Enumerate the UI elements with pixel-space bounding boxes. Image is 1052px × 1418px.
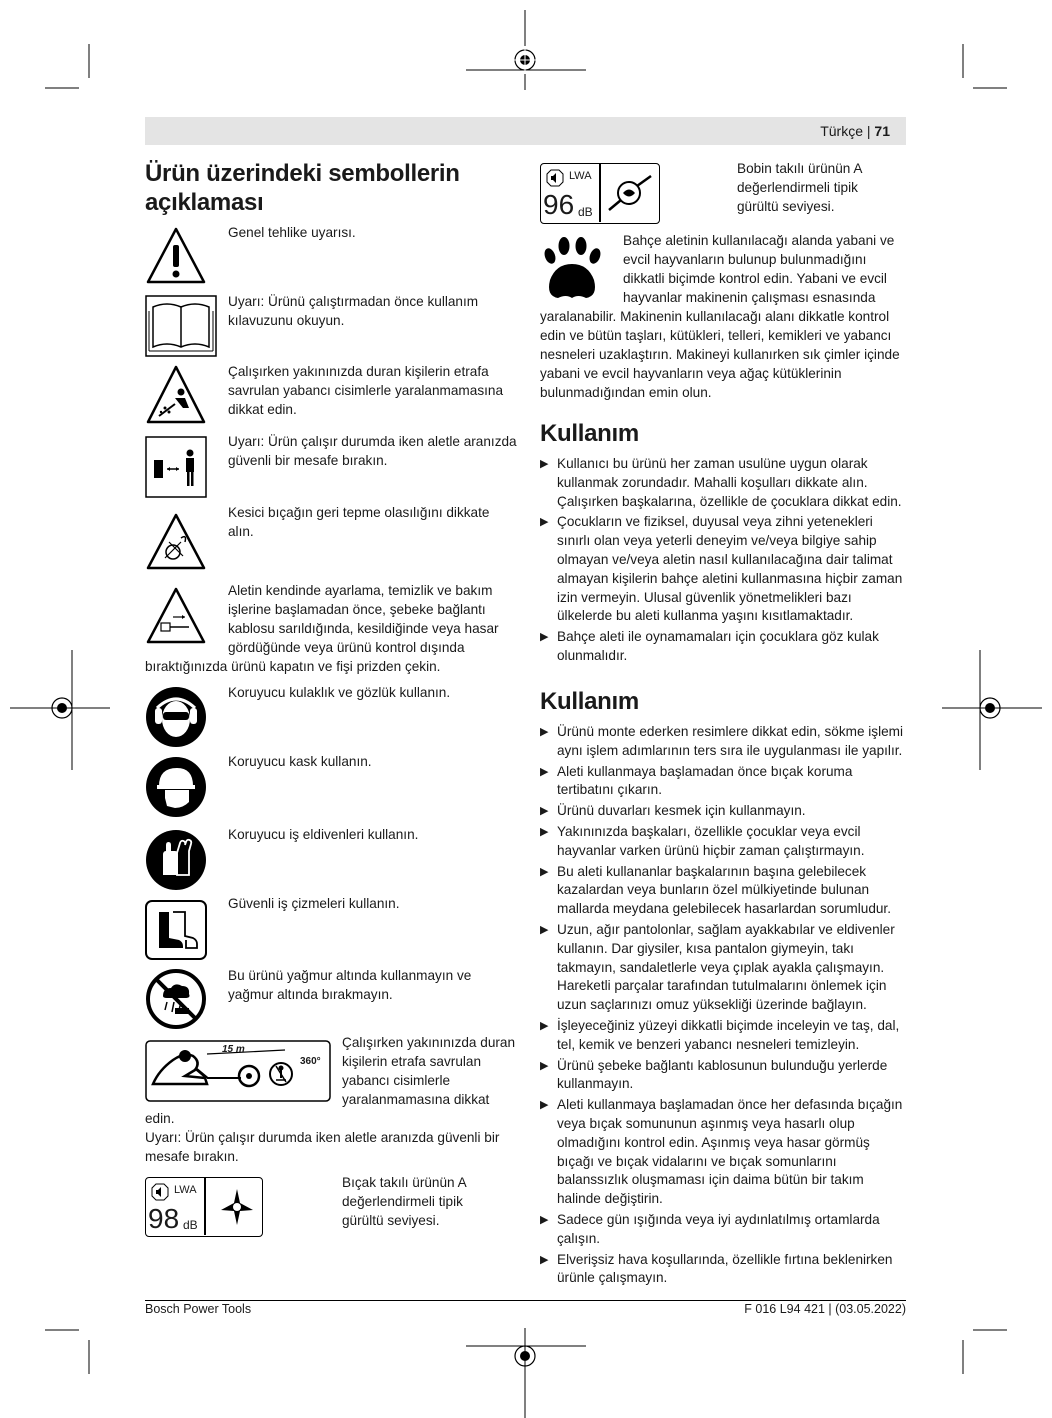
animal-line-8: yabani ve evcil hayvanların veya ağaç kütüklerinin — [540, 366, 842, 381]
animal-line-3: dikkatli biçimde kontrol edin. Yabani ve evcil — [623, 271, 887, 286]
distance-panel-text — [145, 1033, 520, 1166]
warning-triangle-icon — [145, 226, 207, 286]
no-rain-icon — [145, 968, 207, 1030]
blade-divider — [204, 1178, 206, 1235]
list-item: ▶ Yakınınızda başkaları, özellikle çocuklar veya evcil hayvanlar varken ürünü hiçbir zaman çalıştırmayın. — [540, 823, 908, 861]
symbol-text-ear-eye: Koruyucu kulaklık ve gözlük kullanın. — [228, 685, 451, 700]
spool-noise-text: Bobin takılı ürünün A değerlendirmeli tipik gürültü seviyesi. — [737, 161, 862, 214]
animal-line-7: nesneleri uzaklaştırın. Makineyi kullanırken sık çimler içinde — [540, 347, 900, 362]
list-item: ▶ Sadece gün ışığında veya iyi aydınlatılmış ortamlarda çalışın. — [540, 1211, 908, 1249]
distance-line-2: kişilerin etrafa savrulan — [342, 1054, 482, 1069]
distance-label: 15 m — [222, 1044, 245, 1055]
helmet-icon — [145, 756, 207, 818]
list-item: ▶ Bahçe aleti ile oynamamaları için çocuklara göz kulak olunmalıdır. — [540, 628, 908, 666]
kickback-icon — [145, 512, 207, 572]
blade-lwa: LWA — [174, 1184, 197, 1196]
sound-power-icon — [150, 1182, 170, 1202]
spool-noise-label — [540, 163, 660, 224]
symbol-text-no-rain: Bu ürünü yağmur altında kullanmayın ve yağmur altında bırakmayın. — [228, 968, 472, 1002]
list-item: ▶ Ürünü duvarları kesmek için kullanmayın. — [540, 802, 908, 821]
usage-list-2 — [540, 723, 908, 1290]
animal-line-2: evcil hayvanların bulunup bulunmadığını — [623, 252, 867, 267]
unplug-line-2: işlerine başlamadan önce, şebeke bağlantı — [228, 602, 486, 617]
animal-line-6: edin ve bütün taşları, kütükleri, telleri, kemikleri ve yabancı — [540, 328, 892, 343]
blade-noise-text: Bıçak takılı ürünün A değerlendirmeli tipik gürültü seviyesi. — [342, 1175, 466, 1228]
list-item: ▶ Aleti kullanmaya başlamadan önce her defasında bıçağın veya bıçak somununun aşınmış veya hasarlı olup olmadığını kontrol edin. Aşınmış veya hasar görmüş bıçağı ve bıçak vidalarını ve bıçak somunlarını balanssızlık oluşmaması için daima bütün bir takım halinde değiştirin. — [540, 1096, 908, 1209]
footer-left: Bosch Power Tools — [145, 1302, 252, 1316]
distance-line-5: edin. — [145, 1111, 175, 1126]
list-item: ▶ Ürünü şebeke bağlantı kablosunun bulunduğu yerlerde kullanmayın. — [540, 1057, 908, 1095]
animal-line-4: hayvanlar makinenin çalışması esnasında — [623, 290, 876, 305]
unplug-line-5: bıraktığınızda ürünü kapatın ve fişi prizden çekin. — [145, 659, 441, 674]
page-header — [820, 123, 890, 139]
symbol-text-thrown-objects: Çalışırken yakınınızda duran kişilerin etrafa savrulan yabancı cisimlerle yaralanmamasına dikkat edin. — [228, 364, 504, 417]
animal-warning-text — [540, 231, 910, 402]
manual-book-icon — [145, 295, 217, 357]
page-number: 71 — [874, 123, 890, 139]
ear-eye-protection-icon — [145, 686, 207, 748]
footer-rule — [145, 1300, 906, 1301]
footer-right: F 016 L94 421 | (03.05.2022) — [744, 1302, 906, 1316]
list-item: ▶ Uzun, ağır pantolonlar, sağlam ayakkabılar ve eldivenler kullanın. Dar giysiler, kısa pantalon giymeyin, takı takmayın, sandaletlerle veya çıplak ayakla çalışmayın. Hareketli parçalar tarafından tutulmalarını önlemek için uzun saçlarınızı omuz yüksekliği üzerinde bağlayın. — [540, 921, 908, 1015]
spool-noise-value: 96 — [543, 189, 575, 220]
symbol-text-boots: Güvenli iş çizmeleri kullanın. — [228, 896, 400, 911]
blade-noise-label — [145, 1177, 263, 1237]
symbol-text-gloves: Koruyucu iş eldivenleri kullanın. — [228, 827, 419, 842]
distance-line-3: yabancı cisimlerle — [342, 1073, 451, 1088]
distance-line-6: Uyarı: Ürün çalışır durumda iken aletle aranızda güvenli bir — [145, 1130, 500, 1145]
section-title-symbols — [145, 159, 505, 217]
header-language: Türkçe — [820, 123, 863, 139]
animal-line-9: bulunmadığından emin olun. — [540, 385, 712, 400]
list-item: ▶ Kullanıcı bu ürünü her zaman usulüne uygun olarak kullanmak zorundadır. Mahalli koşulları dikkate alın. Çalışırken başkalarına, özellikle de çocuklara dikkat edin. — [540, 455, 908, 511]
blade-icon — [216, 1186, 258, 1228]
symbol-text-safety-distance: Uyarı: Ürün çalışır durumda iken aletle aranızda güvenli bir mesafe bırakın. — [228, 434, 517, 468]
list-item: ▶ Bu aleti kullananlar başkalarının başına gelebilecek kazalardan veya bunların özel mülkiyetinde bulunan mallarda meydana gelebilecek hasarlardan sorumludur. — [540, 863, 908, 919]
boots-icon — [145, 900, 207, 960]
header-separator: | — [866, 123, 871, 139]
list-item: ▶ Çocukların ve fiziksel, duyusal veya zihni yetenekleri sınırlı olan veya yeterli deneyim ve/veya bilgiye sahip olmayan ve/veya aletin nasıl kullanılacağına dair talimat almayan kişilerin bahçe aletini kullanmasına hiçbir zaman izin vermeyin. Ulusal güvenlik yönetmelikleri bazı ülkelerde bu aleti kullanma yaşını kısıtlamaktadır. — [540, 513, 908, 626]
title-line-2: açıklaması — [145, 189, 264, 216]
list-item: ▶ Elverişsiz hava koşullarında, özellikle fırtına beklenirken ürünle çalışmayın. — [540, 1251, 908, 1289]
sound-power-icon — [545, 168, 565, 188]
gloves-icon — [145, 829, 207, 891]
angle-label: 360° — [300, 1056, 321, 1067]
symbol-text-manual: Uyarı: Ürünü çalıştırmadan önce kullanım kılavuzunu okuyun. — [228, 294, 479, 328]
spool-noise-unit: dB — [578, 205, 593, 219]
distance-line-1: Çalışırken yakınınızda duran — [342, 1035, 516, 1050]
list-item: ▶ İşleyeceğiniz yüzeyi dikkatli biçimde inceleyin ve taş, dal, tel, kemik ve benzeri yabancı nesneleri temizleyin. — [540, 1017, 908, 1055]
animal-line-1: Bahçe aletinin kullanılacağı alanda yabani ve — [623, 233, 895, 248]
unplug-line-3: kablosu sarıldığında, kesildiğinde veya hasar — [228, 621, 499, 636]
blade-noise-unit: dB — [183, 1218, 198, 1232]
unplug-line-4: gördüğünde veya ürünü kontrol dışında — [228, 640, 465, 655]
spool-divider — [599, 164, 601, 222]
section-title-usage-2: Kullanım — [540, 688, 639, 715]
list-item: ▶ Ürünü monte ederken resimlere dikkat edin, sökme işlemi aynı işlem adımlarının ters sıra ile uygulanması ile yapılır. — [540, 723, 908, 761]
spool-icon — [605, 170, 655, 216]
symbol-text-helmet: Koruyucu kask kullanın. — [228, 754, 372, 769]
spool-lwa: LWA — [569, 170, 592, 182]
usage-list-1 — [540, 455, 908, 668]
distance-line-4: yaralanmamasına dikkat — [342, 1092, 490, 1107]
section-title-usage-1: Kullanım — [540, 420, 639, 447]
symbol-text-warning: Genel tehlike uyarısı. — [228, 225, 356, 240]
safety-distance-icon — [145, 436, 207, 498]
title-line-1: Ürün üzerindeki sembollerin — [145, 160, 460, 187]
distance-line-7: mesafe bırakın. — [145, 1149, 239, 1164]
unplug-line-1: Aletin kendinde ayarlama, temizlik ve bakım — [228, 583, 493, 598]
animal-line-5: yaralanabilir. Makinenin kullanılacağı alanı dikkatle kontrol — [540, 309, 890, 324]
page-header-bar — [145, 117, 906, 145]
blade-noise-value: 98 — [148, 1203, 180, 1234]
thrown-objects-icon — [145, 364, 207, 426]
symbol-text-kickback: Kesici bıçağın geri tepme olasılığını dikkate alın. — [228, 505, 490, 539]
symbol-text-unplug — [145, 581, 515, 676]
list-item: ▶ Aleti kullanmaya başlamadan önce bıçak koruma tertibatını çıkarın. — [540, 763, 908, 801]
